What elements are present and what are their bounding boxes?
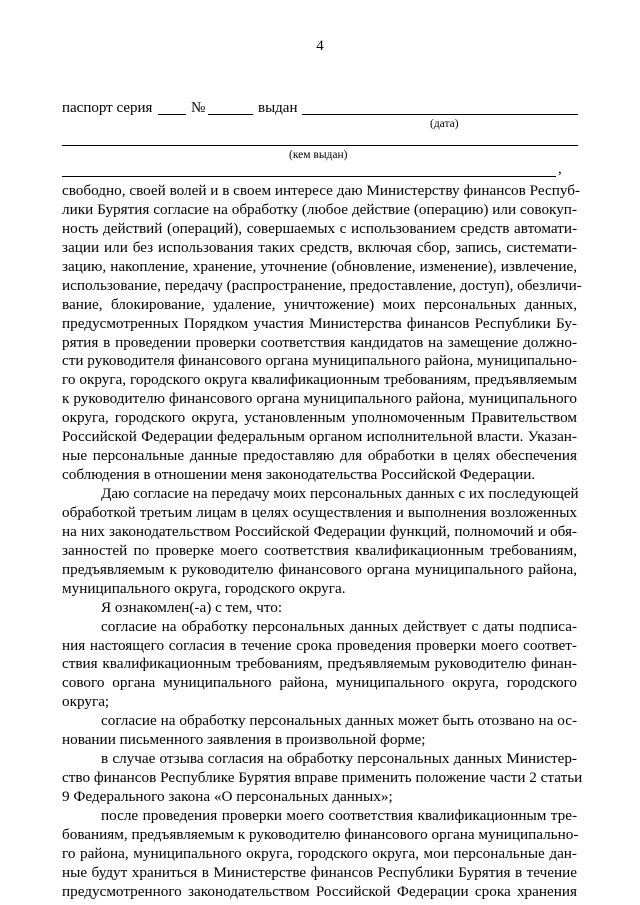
text-line: занностей по проверке моего соответствия квалификационным требованиям, xyxy=(62,541,577,559)
text-line: го района, муниципального округа, городского округа, мои персональные дан- xyxy=(62,844,577,862)
text-line: ния настоящего согласия в течение срока проведения проверки моего соответ- xyxy=(62,636,577,654)
text-line: предусмотренного законодательством Российской Федерации срока хранения xyxy=(62,882,577,900)
text-line: бованиям, предъявляемым к руководителю финансового органа муниципально- xyxy=(62,825,579,843)
text-line: свободно, своей волей и в своем интересе даю Министерству финансов Респуб- xyxy=(62,182,581,199)
passport-issued-label: выдан xyxy=(258,100,298,116)
text-line: после проведения проверки моего соответствия квалификационным тре- xyxy=(101,806,577,824)
text-line: Российской Федерации федеральным органом исполнительной власти. Указан- xyxy=(62,428,577,446)
page-number: 4 xyxy=(316,38,324,54)
consent-text xyxy=(62,182,583,902)
text-line: Даю согласие на передачу моих персональных данных с их последующей xyxy=(101,485,579,502)
text-line: на них законодательством Российской Федерации функций, полномочий и обя- xyxy=(62,522,577,540)
trailing-comma: , xyxy=(558,161,562,177)
issued-by-caption: (кем выдан) xyxy=(289,149,348,161)
text-line: согласие на обработку персональных данных может быть отозвано на ос- xyxy=(101,712,577,730)
passport-date-blank xyxy=(302,114,578,115)
passport-series-blank xyxy=(158,114,186,115)
text-line: зации или без использования таких средств, включая сбор, запись, системати- xyxy=(62,238,577,256)
text-line: вание, блокирование, удаление, уничтожение) моих персональных данных, xyxy=(62,295,577,313)
text-line: ство финансов Республике Бурятия вправе применить положение части 2 статьи xyxy=(62,769,583,787)
text-line: предъявляемым к руководителю финансового органа муниципального района, xyxy=(62,560,577,578)
text-line: ствия квалификационным требованиям, предъявляемым руководителю финан- xyxy=(62,655,577,673)
text-line: зацию, накопление, хранение, уточнение (обновление, изменение), извлечение, xyxy=(62,257,577,275)
text-line: ные персональные данные предоставляю для обработки в целях обеспечения xyxy=(62,447,577,465)
text-line: муниципального округа, городского округа. xyxy=(62,579,346,597)
text-line: го округа, городского округа квалификационным требованиям, предъявляемым xyxy=(62,371,577,389)
date-caption: (дата) xyxy=(430,118,459,130)
text-line: ность действий (операций), совершаемых с использованием средств автомати- xyxy=(62,219,577,237)
text-line: 9 Федерального закона «О персональных данных»; xyxy=(62,788,393,805)
text-line: лики Бурятия согласие на обработку (любое действие (операцию) или совокуп- xyxy=(62,200,577,218)
text-line: Я ознакомлен(-а) с тем, что: xyxy=(101,598,283,616)
text-line: к руководителю финансового органа муниципального района, муниципального xyxy=(62,390,577,408)
passport-number-sign: № xyxy=(191,100,206,116)
text-line: согласие на обработку персональных данных действует с даты подписа- xyxy=(101,617,577,635)
text-line: ные будут храниться в Министерстве финансов Республики Бурятия в течение xyxy=(62,863,577,881)
text-line: рятия в проведении проверки соответствия кандидатов на замещение должно- xyxy=(62,333,577,351)
text-line: соблюдения в отношении меня законодательства Российской Федерации. xyxy=(62,466,536,484)
text-line: использование, передачу (распространение, предоставление, доступ), обезличи- xyxy=(62,276,582,294)
text-line: округа; xyxy=(62,693,110,711)
text-line: предусмотренных Порядком участия Министерства финансов Республики Бу- xyxy=(62,314,577,332)
passport-number-blank xyxy=(208,114,253,115)
text-line: в случае отзыва согласия на обработку персональных данных Министер- xyxy=(101,750,577,768)
text-line: новании письменного заявления в произвольной форме; xyxy=(62,731,426,749)
text-line: обработкой третьим лицам в целях осуществления и выполнения возложенных xyxy=(62,503,577,521)
passport-series-label: паспорт серия xyxy=(62,100,153,116)
text-line: сти руководителя финансового органа муниципального района, муниципально- xyxy=(62,352,578,370)
issued-by-blank xyxy=(62,145,578,146)
extra-blank-line xyxy=(62,176,556,177)
text-line: округа, городского округа, установленным уполномоченным Правительством xyxy=(62,409,577,427)
text-line: сового органа муниципального района, муниципального округа, городского xyxy=(62,674,577,692)
